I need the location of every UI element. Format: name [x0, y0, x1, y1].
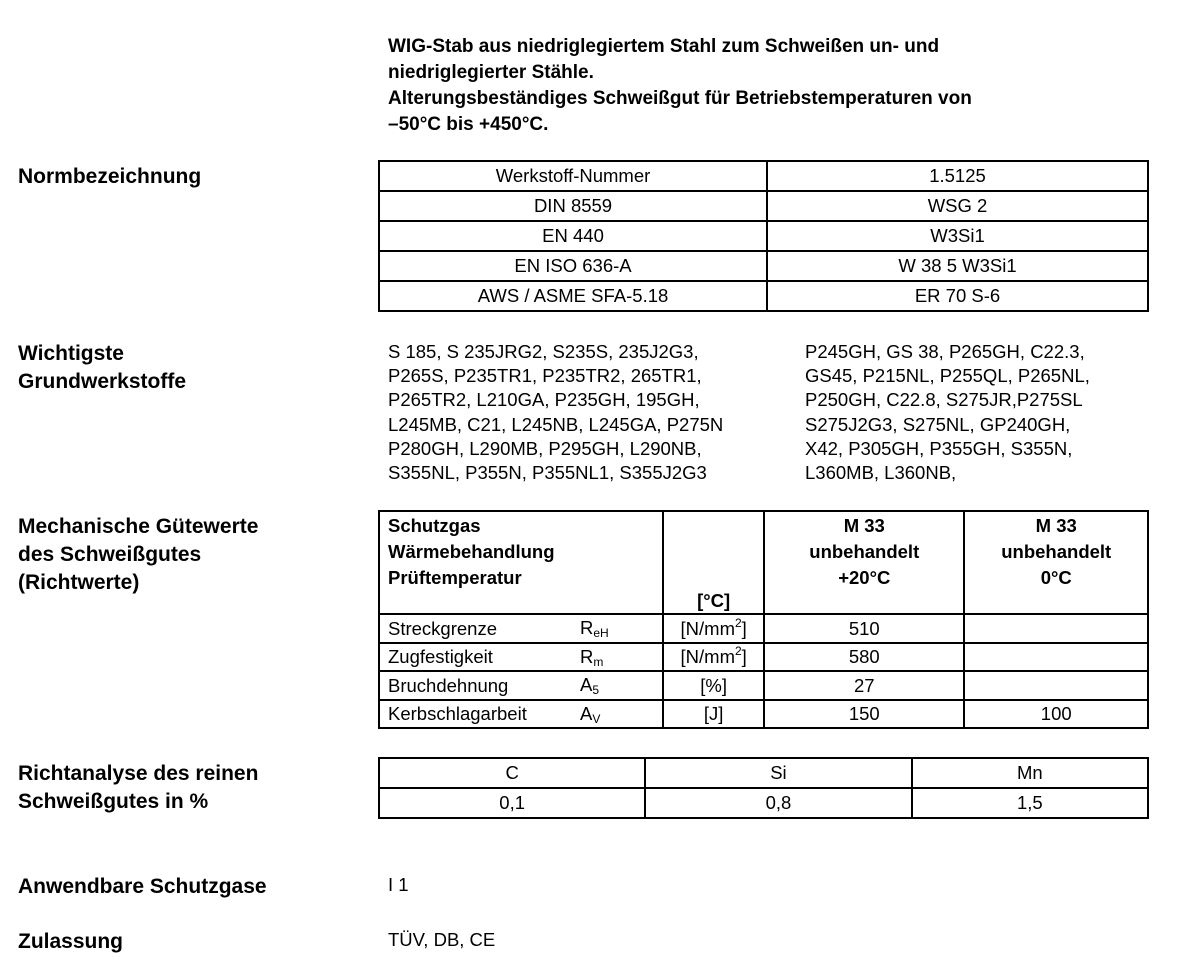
condition-column-2: M 33 unbehandelt 0°C [964, 511, 1148, 614]
value-cell: 27 [764, 671, 964, 700]
value-cell [964, 671, 1148, 700]
product-description [388, 34, 1108, 138]
approval-value: TÜV, DB, CE [388, 929, 496, 950]
analysis-label: Richtanalyse des reinen Schweißgutes in % [18, 762, 259, 813]
norm-key: EN ISO 636-A [379, 251, 767, 281]
table-row [379, 700, 1148, 729]
mechanical-label: Mechanische Gütewerte des Schweißgutes (Richtwerte) [18, 515, 259, 594]
value-cell [964, 614, 1148, 643]
element-value: 0,1 [379, 788, 645, 818]
value-cell: 510 [764, 614, 964, 643]
approval-label: Zulassung [18, 930, 124, 953]
norm-key: DIN 8559 [379, 191, 767, 221]
property-symbol: $R_m$ [580, 645, 604, 669]
header-labels: Schutzgas Wärmebehandlung Prüftemperatur [379, 511, 663, 614]
norm-key: EN 440 [379, 221, 767, 251]
list-item: S355NL, P355N, P355NL1, S355J2G3 [388, 462, 707, 484]
table-row [379, 643, 1148, 672]
table-row [379, 788, 1148, 818]
materials-label: Wichtigste Grundwerkstoffe [18, 342, 187, 393]
list-item: P265TR2, L210GA, P235GH, 195GH, [388, 389, 700, 411]
property-symbol: $A_5$ [580, 674, 600, 697]
table-row [379, 671, 1148, 700]
table-row [379, 191, 1148, 221]
table-row [379, 281, 1148, 311]
materials-list-right [805, 340, 1090, 485]
element-value: 1,5 [912, 788, 1148, 818]
norm-key: AWS / ASME SFA-5.18 [379, 281, 767, 311]
property-unit: $[N/mm^2]$ [663, 614, 764, 643]
list-item: P265S, P235TR1, P235TR2, 265TR1, [388, 365, 702, 387]
table-header-row [379, 758, 1148, 788]
temperature-unit: [°C] [663, 511, 764, 614]
property-unit: $[N/mm^2]$ [663, 643, 764, 672]
property-symbol: $R_{eH}$ [580, 617, 609, 640]
property-unit: [%] [663, 671, 764, 700]
element-header: Si [645, 758, 911, 788]
value-cell: 580 [764, 643, 964, 672]
norm-value: WSG 2 [767, 191, 1148, 221]
mechanical-table [378, 510, 1149, 729]
value-cell [964, 643, 1148, 672]
table-row [379, 161, 1148, 191]
gases-label: Anwendbare Schutzgase [18, 875, 267, 898]
analysis-table [378, 757, 1149, 819]
list-item: S 185, S 235JRG2, S235S, 235J2G3, [388, 341, 699, 362]
list-item: P280GH, L290MB, P295GH, L290NB, [388, 437, 702, 459]
intro-line: –50°C bis +450°C. [388, 114, 549, 135]
intro-line: Alterungsbeständiges Schweißgut für Betriebstemperaturen von [388, 88, 972, 109]
property-symbol: $A_V$ [580, 702, 601, 726]
norm-value: W3Si1 [767, 221, 1148, 251]
element-header: Mn [912, 758, 1148, 788]
property-name: Streckgrenze $R_{eH}$ [379, 614, 663, 643]
value-cell: 150 [764, 700, 964, 729]
property-name: Bruchdehnung $A_5$ [379, 671, 663, 700]
property-unit: [J] [663, 700, 764, 729]
intro-line: WIG-Stab aus niedriglegiertem Stahl zum Schweißen un- und [388, 36, 940, 57]
condition-column-1: M 33 unbehandelt +20°C [764, 511, 964, 614]
element-header: C [379, 758, 645, 788]
list-item: P245GH, GS 38, P265GH, C22.3, [805, 341, 1085, 362]
property-name: Kerbschlagarbeit $A_V$ [379, 700, 663, 729]
table-header-row [379, 511, 1148, 614]
table-row [379, 251, 1148, 281]
norm-key: Werkstoff-Nummer [379, 161, 767, 191]
list-item: P250GH, C22.8, S275JR,P275SL [805, 389, 1083, 411]
list-item: S275J2G3, S275NL, GP240GH, [805, 413, 1071, 435]
norm-value: W 38 5 W3Si1 [767, 251, 1148, 281]
gases-value: I 1 [388, 874, 409, 895]
norm-table [378, 160, 1149, 312]
intro-line: niedriglegierter Stähle. [388, 62, 594, 83]
norm-value: ER 70 S-6 [767, 281, 1148, 311]
list-item: L245MB, C21, L245NB, L245GA, P275N [388, 413, 724, 435]
table-row [379, 221, 1148, 251]
list-item: L360MB, L360NB, [805, 462, 957, 484]
norm-value: 1.5125 [767, 161, 1148, 191]
list-item: GS45, P215NL, P255QL, P265NL, [805, 365, 1090, 387]
list-item: X42, P305GH, P355GH, S355N, [805, 437, 1073, 459]
element-value: 0,8 [645, 788, 911, 818]
norm-label: Normbezeichnung [18, 165, 202, 188]
value-cell: 100 [964, 700, 1148, 729]
table-row [379, 614, 1148, 643]
materials-list-left [388, 340, 723, 485]
property-name: Zugfestigkeit $R_m$ [379, 643, 663, 672]
